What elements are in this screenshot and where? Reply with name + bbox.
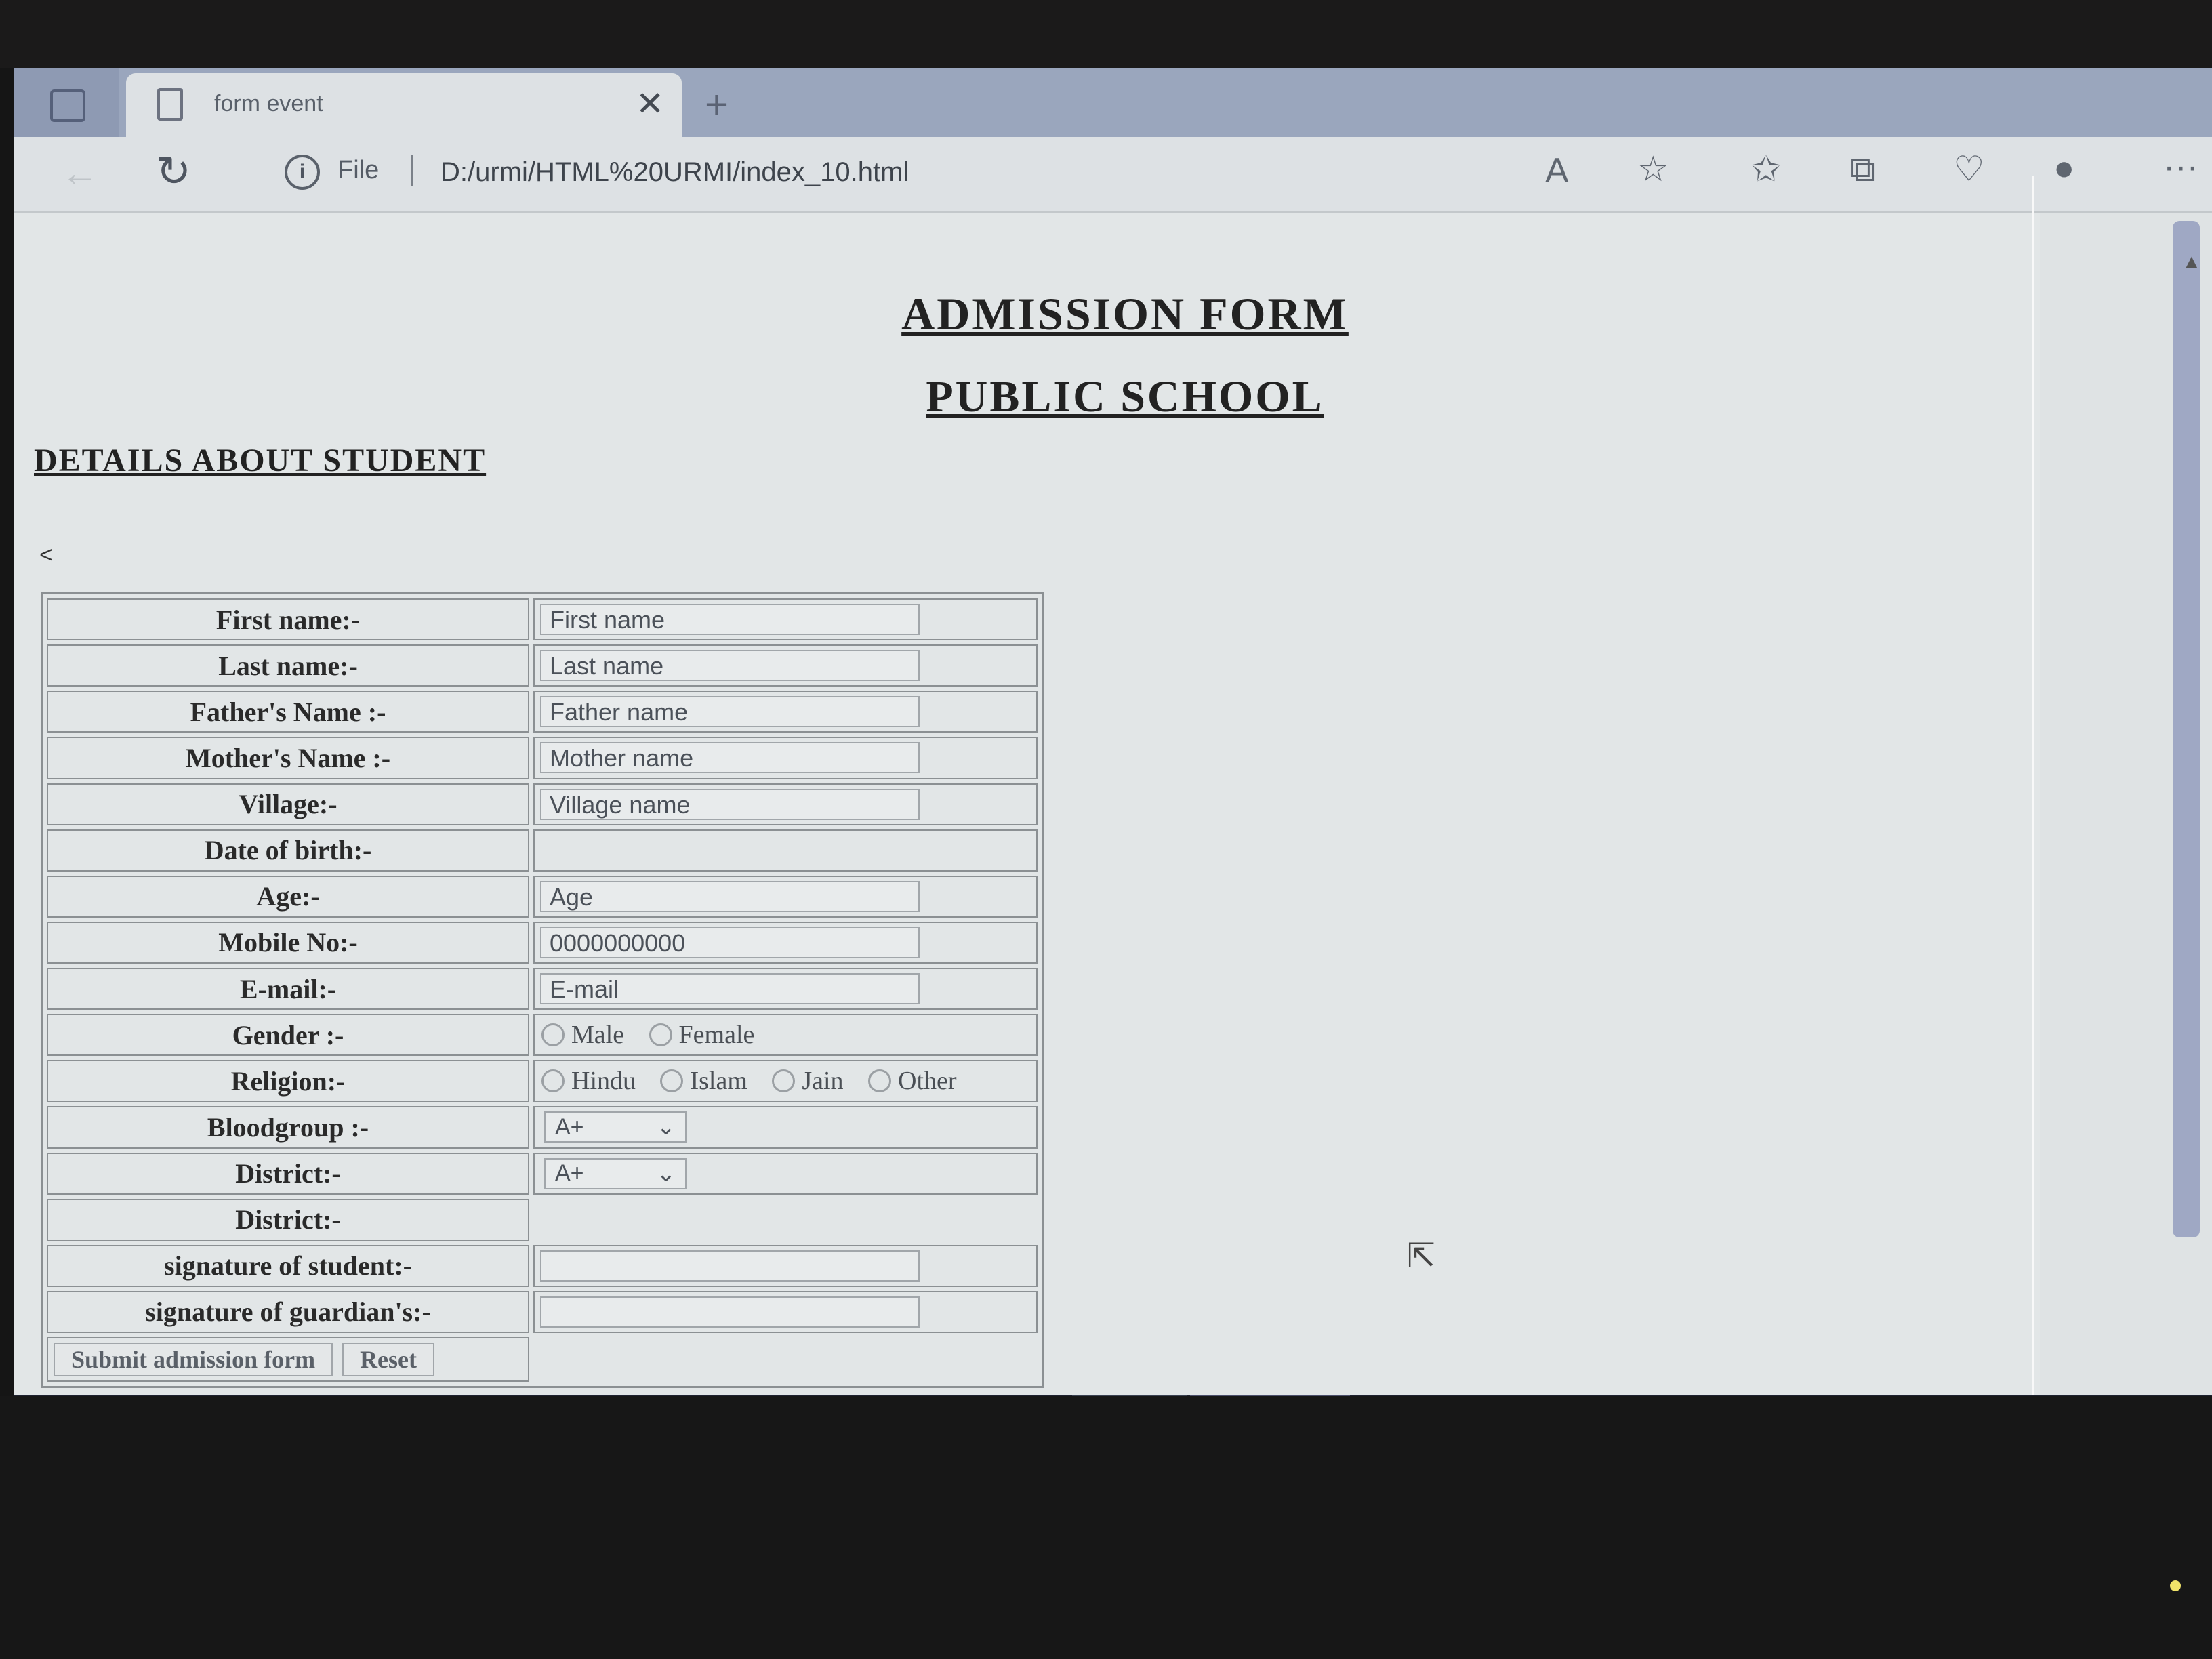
signature-student-input[interactable]: [540, 1250, 920, 1282]
chevron-down-icon: ⌄: [656, 1160, 676, 1187]
favorite-star-icon[interactable]: ☆: [1637, 150, 1669, 189]
row-religion: [47, 1060, 1038, 1102]
mother-name-input[interactable]: Mother name: [540, 742, 920, 773]
gender-cell: [533, 1014, 1038, 1056]
info-icon[interactable]: i: [285, 155, 320, 190]
profile-avatar-icon[interactable]: ●: [2053, 148, 2075, 188]
row-signature-student: [47, 1245, 1038, 1287]
tab-actions-icon: [50, 89, 85, 122]
religion-cell: [533, 1060, 1038, 1102]
signature-guardian-label: signature of guardian's:-: [47, 1291, 529, 1333]
browser-tab[interactable]: [126, 73, 682, 137]
religion-label: Religion:-: [47, 1060, 529, 1102]
district-2-label: District:-: [47, 1199, 529, 1241]
bloodgroup-select[interactable]: [544, 1111, 687, 1143]
back-button-icon[interactable]: ←: [61, 151, 99, 194]
address-toolbar: [14, 137, 2212, 213]
row-age: [47, 876, 1038, 918]
new-tab-button[interactable]: +: [705, 82, 729, 127]
row-district: [47, 1153, 1038, 1195]
signature-student-cell: [533, 1245, 1038, 1287]
signature-guardian-input[interactable]: [540, 1296, 920, 1328]
last-name-label: Last name:-: [47, 644, 529, 687]
more-menu-icon[interactable]: ···: [2163, 147, 2198, 186]
email-label: E-mail:-: [47, 968, 529, 1010]
section-heading: DETAILS ABOUT STUDENT: [34, 443, 487, 478]
row-village: [47, 783, 1038, 825]
bloodgroup-label: Bloodgroup :-: [47, 1106, 529, 1148]
page-icon: [157, 88, 183, 121]
gender-male-label: Male: [571, 1021, 625, 1050]
radio-icon: [541, 1069, 565, 1092]
scroll-up-icon[interactable]: ▲: [2182, 251, 2201, 272]
stray-character: <: [39, 542, 53, 568]
mother-name-label: Mother's Name :-: [47, 737, 529, 779]
row-first-name: [47, 598, 1038, 640]
address-separator: [411, 155, 413, 186]
district-2-cell: [533, 1199, 1038, 1241]
mobile-input[interactable]: 0000000000: [540, 927, 920, 958]
father-name-input[interactable]: Father name: [540, 696, 920, 727]
row-last-name: [47, 644, 1038, 687]
submit-button[interactable]: Submit admission form: [54, 1343, 333, 1376]
religion-option-hindu[interactable]: [541, 1066, 636, 1096]
mobile-cell: [533, 922, 1038, 964]
age-cell: [533, 876, 1038, 918]
row-bloodgroup: [47, 1106, 1038, 1148]
signature-guardian-cell: [533, 1291, 1038, 1333]
gender-option-female[interactable]: [649, 1020, 755, 1050]
reset-button[interactable]: Reset: [342, 1343, 434, 1376]
row-gender: [47, 1014, 1038, 1056]
favorites-list-icon[interactable]: ✩: [1751, 150, 1781, 189]
buttons-cell: [47, 1337, 529, 1382]
file-label: File: [337, 156, 380, 184]
tab-actions-button[interactable]: [14, 68, 119, 137]
row-dob: [47, 830, 1038, 872]
address-bar[interactable]: D:/urmi/HTML%20URMI/index_10.html: [441, 157, 909, 187]
first-name-input[interactable]: First name: [540, 604, 920, 635]
religion-option-islam[interactable]: [660, 1066, 747, 1096]
radio-icon: [649, 1023, 672, 1046]
reload-icon[interactable]: ↻: [156, 148, 191, 195]
chevron-down-icon: ⌄: [656, 1114, 676, 1141]
religion-option-other[interactable]: [868, 1066, 957, 1096]
mobile-label: Mobile No:-: [47, 922, 529, 964]
religion-option-jain[interactable]: [772, 1066, 843, 1096]
district-cell: [533, 1153, 1038, 1195]
email-input[interactable]: E-mail: [540, 973, 920, 1004]
village-cell: [533, 783, 1038, 825]
village-label: Village:-: [47, 783, 529, 825]
mouse-cursor-icon: ⇱: [1407, 1237, 1435, 1275]
screen: [14, 68, 2212, 1396]
mother-name-cell: [533, 737, 1038, 779]
first-name-cell: [533, 598, 1038, 640]
radio-icon: [660, 1069, 683, 1092]
browser-essentials-icon[interactable]: ♡: [1953, 150, 1985, 189]
bloodgroup-value: A+: [555, 1113, 584, 1140]
tab-strip: [14, 68, 2212, 137]
power-led: [2170, 1580, 2181, 1591]
monitor-bezel-top: [0, 0, 2212, 68]
father-name-cell: [533, 691, 1038, 733]
father-name-label: Father's Name :-: [47, 691, 529, 733]
district-value: A+: [555, 1160, 584, 1187]
district-label: District:-: [47, 1153, 529, 1195]
age-label: Age:-: [47, 876, 529, 918]
radio-icon: [541, 1023, 565, 1046]
radio-icon: [772, 1069, 795, 1092]
row-email: [47, 968, 1038, 1010]
row-district-2: [47, 1199, 1038, 1241]
last-name-cell: [533, 644, 1038, 687]
school-title: PUBLIC SCHOOL: [926, 372, 1324, 422]
collections-icon[interactable]: ⧉: [1850, 150, 1876, 189]
first-name-label: First name:-: [47, 598, 529, 640]
gender-female-label: Female: [678, 1021, 755, 1050]
buttons-empty-cell: [533, 1337, 1038, 1382]
row-father-name: [47, 691, 1038, 733]
radio-icon: [868, 1069, 891, 1092]
district-select[interactable]: [544, 1158, 687, 1189]
bloodgroup-cell: [533, 1106, 1038, 1148]
gender-option-male[interactable]: [541, 1020, 624, 1050]
gender-label: Gender :-: [47, 1014, 529, 1056]
form-title: ADMISSION FORM: [901, 288, 1349, 340]
tab-title: form event: [214, 91, 323, 117]
read-aloud-icon[interactable]: A: [1545, 151, 1569, 190]
vertical-scrollbar[interactable]: [2173, 221, 2200, 1237]
row-mother-name: [47, 737, 1038, 779]
dob-label: Date of birth:-: [47, 830, 529, 872]
village-input[interactable]: Village name: [540, 789, 920, 820]
close-tab-icon[interactable]: ✕: [636, 85, 664, 123]
religion-hindu-label: Hindu: [571, 1067, 636, 1096]
monitor-bezel-bottom: [0, 1396, 2212, 1659]
signature-student-label: signature of student:-: [47, 1245, 529, 1287]
religion-jain-label: Jain: [802, 1067, 844, 1096]
religion-other-label: Other: [898, 1067, 957, 1096]
email-cell: [533, 968, 1038, 1010]
row-signature-guardian: [47, 1291, 1038, 1333]
page-content: [14, 213, 2040, 1395]
dob-cell: [533, 830, 1038, 872]
row-buttons: [47, 1337, 1038, 1382]
age-input[interactable]: Age: [540, 881, 920, 912]
screen-glare-line: [2032, 176, 2034, 1396]
admission-form-table: [41, 592, 1044, 1388]
row-mobile: [47, 922, 1038, 964]
religion-islam-label: Islam: [690, 1067, 747, 1096]
last-name-input[interactable]: Last name: [540, 650, 920, 681]
